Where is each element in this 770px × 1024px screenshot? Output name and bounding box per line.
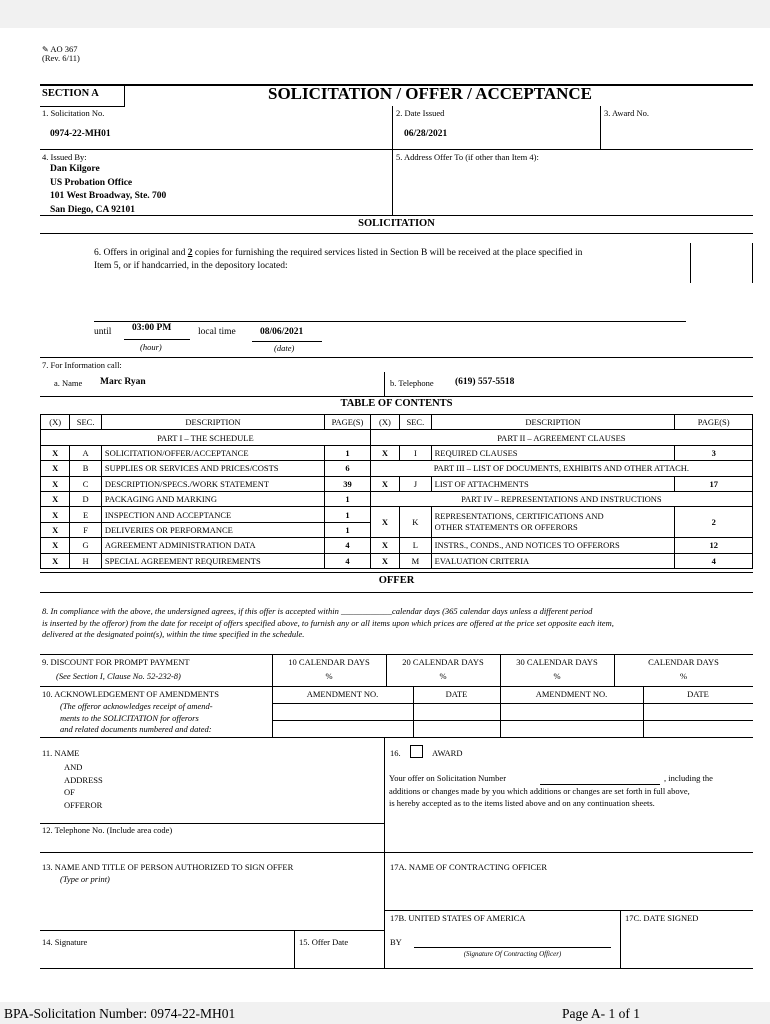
- contact-phone-label: b. Telephone: [390, 378, 434, 388]
- award-checkbox[interactable]: [410, 745, 423, 758]
- award-text-line1: Your offer on Solicitation Number: [389, 773, 507, 783]
- item12-label: 12. Telephone No. (Include area code): [42, 825, 173, 835]
- cal30-pct: %: [553, 671, 561, 681]
- date-issued-label: 2. Date Issued: [396, 108, 445, 118]
- toc-part3: PART III – LIST OF DOCUMENTS, EXHIBITS AND OTHER ATTACH.: [370, 461, 752, 476]
- table-row: X A SOLICITATION/OFFER/ACCEPTANCE 1 X I REQUIRED CLAUSES 3: [41, 445, 753, 460]
- table-row: X F DELIVERIES OR PERFORMANCE 1: [41, 522, 753, 537]
- solicitation-heading: SOLICITATION: [358, 218, 435, 229]
- amend-no-header: AMENDMENT NO.: [306, 689, 379, 699]
- contact-phone: (619) 557-5518: [455, 377, 515, 387]
- toc-part2: PART II – AGREEMENT CLAUSES: [370, 430, 752, 445]
- award-solicitation-blank[interactable]: [540, 784, 660, 785]
- receipt-date: 08/06/2021: [260, 327, 304, 337]
- item11-sublabels: AND ADDRESS OF OFFEROR: [64, 762, 103, 810]
- item11-label: 11. NAME: [42, 748, 80, 758]
- until-label: until: [94, 327, 112, 337]
- item6-text: 6. Offers in original and 2 copies for furnishing the required services listed in Section B will be received at the place specified in Item 5, or if handcarried, in the depository located:: [94, 248, 583, 271]
- item8-text: 8. In compliance with the above, the undersigned agrees, if this offer is accepted within ____________calendar days (365 calendar days unless a different period is inserted by the offeror) from the date for receipt of offers specified above, to furnish any or all items upon which prices are offered at the price set opposite each item, delivered at the designated point(s), within the time specified in the schedule.: [42, 606, 614, 639]
- section-label: SECTION A: [42, 88, 99, 99]
- issued-by-address: Dan Kilgore US Probation Office 101 West Broadway, Ste. 700 San Diego, CA 92101: [50, 164, 167, 215]
- top-margin-bar: [0, 0, 770, 28]
- toc-table: [40, 414, 753, 569]
- form-code: ✎ AO 367: [42, 44, 78, 54]
- amend-date-header: DATE: [445, 689, 468, 699]
- footer-solicitation: BPA-Solicitation Number: 0974-22-MH01: [4, 1006, 236, 1021]
- ack-label: 10. ACKNOWLEDGEMENT OF AMENDMENTS: [42, 689, 219, 699]
- table-row: X H SPECIAL AGREEMENT REQUIREMENTS 4 X M EVALUATION CRITERIA 4: [41, 553, 753, 568]
- toc-part4: PART IV – REPRESENTATIONS AND INSTRUCTIONS: [370, 491, 752, 506]
- local-time-label: local time: [198, 327, 236, 337]
- table-row: X D PACKAGING AND MARKING 1 PART IV – REPRESENTATIONS AND INSTRUCTIONS: [41, 491, 753, 506]
- by-label: BY: [390, 937, 402, 947]
- info-call-label: 7. For Information call:: [42, 360, 122, 370]
- issued-by-label: 4. Issued By:: [42, 152, 87, 162]
- co-signature-caption: (Signature Of Contracting Officer): [463, 950, 562, 958]
- date-issued-value: 06/28/2021: [404, 129, 448, 139]
- offer-heading: OFFER: [378, 575, 415, 586]
- cal20-label: 20 CALENDAR DAYS: [402, 657, 484, 667]
- toc-part1: PART I – THE SCHEDULE: [41, 430, 371, 445]
- table-row: X C DESCRIPTION/SPECS./WORK STATEMENT 39 X J LIST OF ATTACHMENTS 17: [41, 476, 753, 491]
- amend-no-header-2: AMENDMENT NO.: [535, 689, 608, 699]
- form-revision: (Rev. 6/11): [42, 53, 80, 63]
- cal30-label: 30 CALENDAR DAYS: [516, 657, 598, 667]
- award-label: AWARD: [432, 748, 463, 758]
- receipt-time: 03:00 PM: [132, 323, 172, 333]
- toc-part-row: [41, 430, 753, 445]
- hour-caption: (hour): [140, 342, 162, 352]
- cal20-pct: %: [439, 671, 447, 681]
- item15-label: 15. Offer Date: [299, 937, 349, 947]
- toc-header-row: (X) SEC. DESCRIPTION PAGE(S) (X) SEC. DESCRIPTION PAGE(S): [41, 415, 753, 430]
- item14-label: 14. Signature: [42, 937, 88, 947]
- form-title: SOLICITATION / OFFER / ACCEPTANCE: [268, 84, 592, 103]
- toc-heading: TABLE OF CONTENTS: [340, 398, 453, 409]
- footer-page: Page A- 1 of 1: [562, 1006, 640, 1021]
- address-offer-label: 5. Address Offer To (if other than Item 4):: [396, 152, 539, 162]
- calx-label: CALENDAR DAYS: [648, 657, 719, 667]
- award-text-line2: additions or changes made by you which additions or changes are set forth in full above,: [389, 786, 690, 796]
- date-caption: (date): [274, 343, 295, 353]
- contact-name-label: a. Name: [54, 378, 83, 388]
- item16-label: 16.: [390, 748, 401, 758]
- calx-pct: %: [679, 671, 688, 681]
- solicitation-no-value: 0974-22-MH01: [50, 129, 111, 139]
- item13-sub: (Type or print): [60, 874, 110, 884]
- pen-icon: ✎: [42, 45, 49, 54]
- item17c-label: 17C. DATE SIGNED: [625, 913, 699, 923]
- table-row: X B SUPPLIES OR SERVICES AND PRICES/COSTS 6 PART III – LIST OF DOCUMENTS, EXHIBITS AND OTHER ATTACH.: [41, 461, 753, 476]
- award-no-label: 3. Award No.: [604, 108, 650, 118]
- discount-sub: (See Section I, Clause No. 52-232-8): [56, 671, 181, 681]
- cal10-pct: %: [325, 671, 333, 681]
- ack-note: (The offeror acknowledges receipt of amend- ments to the SOLICITATION for offerors and related documents numbered and dated:: [60, 701, 213, 734]
- contact-name: Marc Ryan: [100, 377, 146, 387]
- discount-label: 9. DISCOUNT FOR PROMPT PAYMENT: [42, 657, 190, 667]
- item17a-label: 17A. NAME OF CONTRACTING OFFICER: [390, 862, 548, 872]
- amend-date-header-2: DATE: [687, 689, 709, 699]
- award-text-line1-end: , including the: [664, 773, 713, 783]
- award-text-line3: is hereby accepted as to the items listed above and on any continuation sheets.: [389, 798, 655, 808]
- table-row: X G AGREEMENT ADMINISTRATION DATA 4 X L INSTRS., CONDS., AND NOTICES TO OFFERORS 12: [41, 538, 753, 553]
- item13-label: 13. NAME AND TITLE OF PERSON AUTHORIZED TO SIGN OFFER: [42, 862, 294, 872]
- co-signature-line[interactable]: [414, 947, 611, 948]
- table-row: X E INSPECTION AND ACCEPTANCE 1 X K REPRESENTATIONS, CERTIFICATIONS AND OTHER STATEMENTS OR OFFERORS 2: [41, 507, 753, 522]
- item17b-label: 17B. UNITED STATES OF AMERICA: [390, 913, 526, 923]
- solicitation-no-label: 1. Solicitation No.: [42, 108, 105, 118]
- cal10-label: 10 CALENDAR DAYS: [288, 657, 370, 667]
